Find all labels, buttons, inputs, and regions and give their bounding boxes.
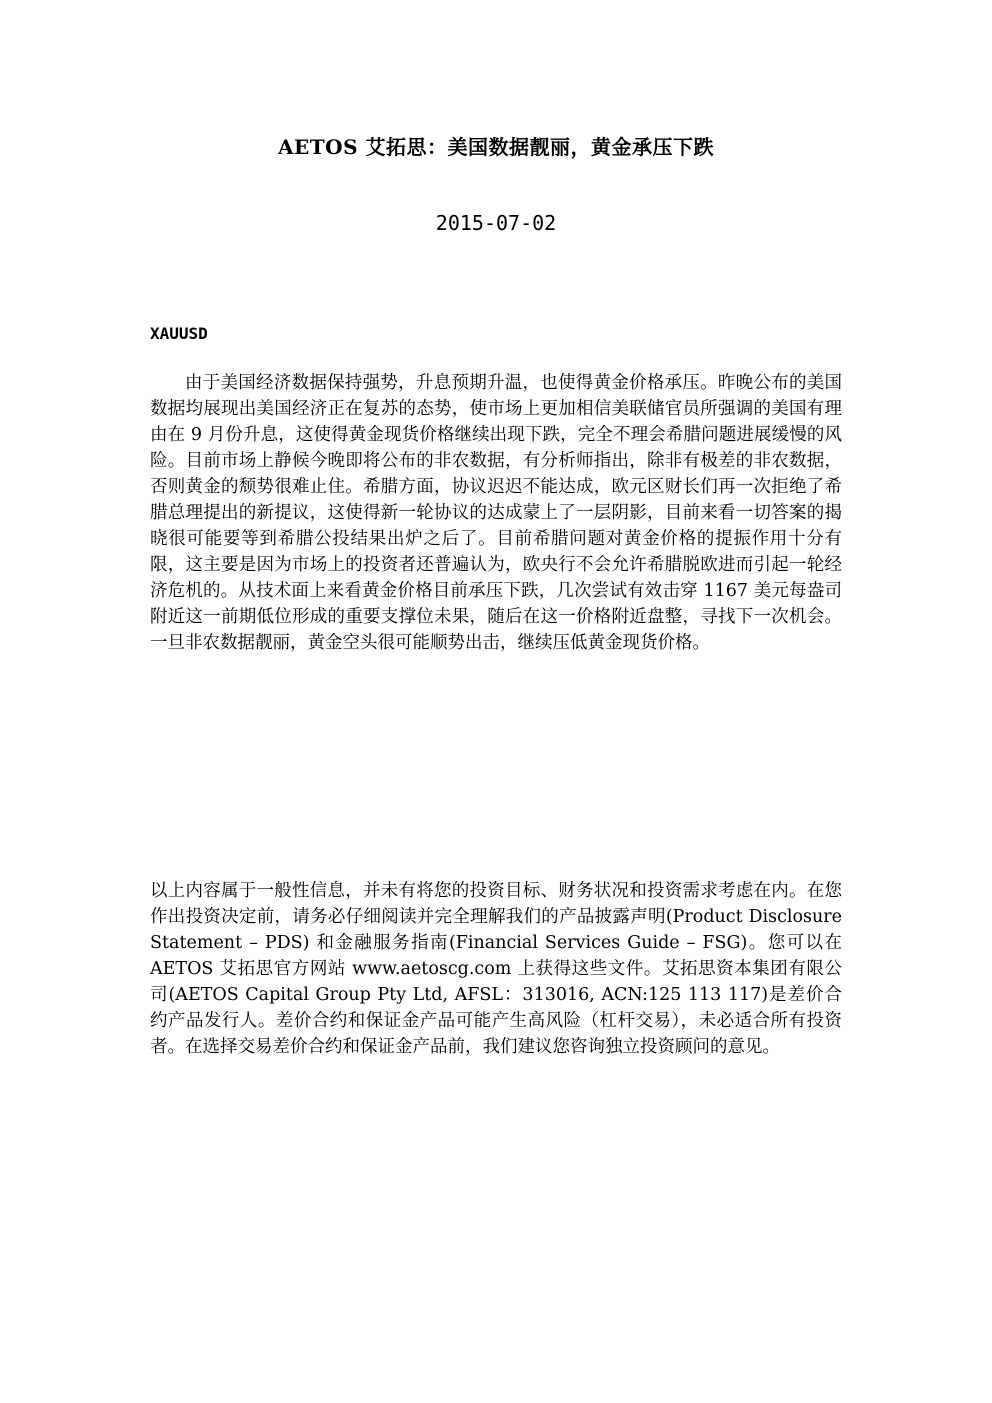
article-body: 由于美国经济数据保持强势，升息预期升温，也使得黄金价格承压。昨晚公布的美国数据均展现出美国经济正在复苏的态势，使市场上更加相信美联储官员所强调的美国有理由在 9 月份升息，这使得黄金现货价格继续出现下跌，完全不理会希腊问题进展缓慢的风险。目前市场上静候今晚即将公布的非农数据，有分析师指出，除非有极差的非农数据，否则黄金的颓势很难止住。希腊方面，协议迟迟不能达成，欧元区财长们再一次拒绝了希腊总理提出的新提议，这使得新一轮协议的达成蒙上了一层阴影，目前来看一切答案的揭晓很可能要等到希腊公投结果出炉之后了。目前希腊问题对黄金价格的提振作用十分有限，这主要是因为市场上的投资者还普遍认为，欧央行不会允许希腊脱欧进而引起一轮经济危机的。从技术面上来看黄金价格目前承压下跌，几次尝试有效击穿 1167 美元每盎司附近这一前期低位形成的重要支撑位未果，随后在这一价格附近盘整，寻找下一次机会。一旦非农数据靓丽，黄金空头很可能顺势出击，继续压低黄金现货价格。 — [150, 373, 842, 653]
document-date: 2015-07-02 — [435, 211, 557, 235]
disclaimer-text: 以上内容属于一般性信息，并未有将您的投资目标、财务状况和投资需求考虑在内。在您作出投资决定前，请务必仔细阅读并完全理解我们的产品披露声明(Product Disclosure Statement – PDS) 和金融服务指南(Financial Services Guide – FSG)。您可以在 AETOS 艾拓思官方网站 www.aetoscg.com 上获得这些文件。艾拓思资本集团有限公司(AETOS Capital Group Pty Ltd, AFSL：313016, ACN:125 113 117)是差价合约产品发行人。差价合约和保证金产品可能产生高风险（杠杆交易），未必适合所有投资者。在选择交易差价合约和保证金产品前，我们建议您咨询独立投资顾问的意见。 — [150, 881, 842, 1057]
page-title: AETOS 艾拓思：美国数据靓丽，黄金承压下跌 — [278, 135, 714, 159]
instrument-symbol: XAUUSD — [150, 324, 208, 343]
